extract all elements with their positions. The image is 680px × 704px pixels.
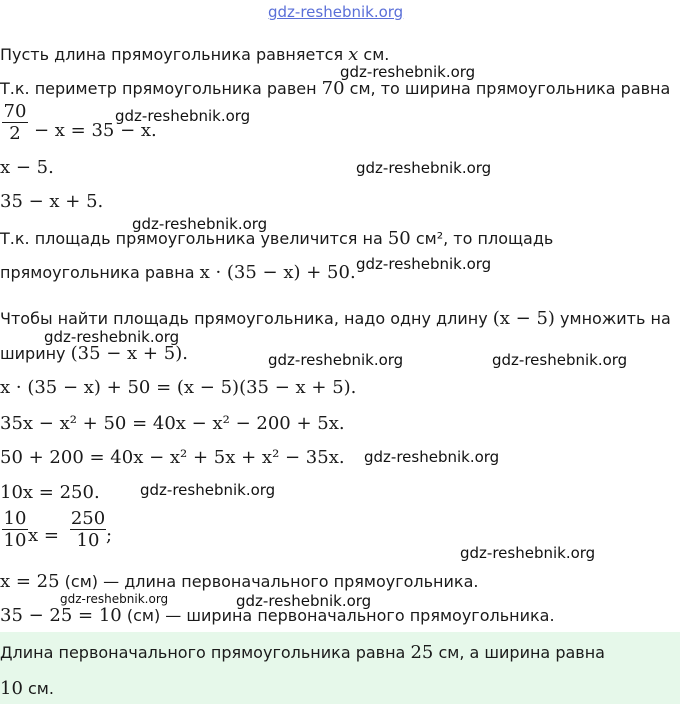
line-6-number: 50 bbox=[387, 228, 411, 249]
watermark-top[interactable]: gdz-reshebnik.org bbox=[268, 3, 404, 21]
line-1-unit: см. bbox=[358, 45, 390, 64]
watermark: gdz-reshebnik.org bbox=[236, 592, 372, 610]
line-8-expression: (x − 5) bbox=[492, 308, 555, 329]
text-line-2 bbox=[0, 78, 670, 100]
fraction-70-over-2 bbox=[2, 102, 28, 145]
line-9-text: ширину bbox=[0, 344, 71, 363]
line-15-expression: x = 25 bbox=[0, 571, 60, 592]
line-14-end: ; bbox=[106, 525, 113, 546]
line-8-rest: умножить на bbox=[554, 309, 671, 328]
answer-line-1 bbox=[0, 642, 605, 664]
watermark: gdz-reshebnik.org bbox=[356, 159, 492, 177]
line-14-middle: x = bbox=[28, 525, 59, 546]
fraction-denominator: 2 bbox=[9, 123, 21, 144]
text-line-7 bbox=[0, 262, 356, 284]
line-2-rest: см, то ширина прямоугольника равна bbox=[344, 79, 671, 98]
math-line-13 bbox=[0, 482, 100, 504]
line-1-variable: x bbox=[348, 44, 359, 65]
line-6-text: Т.к. площадь прямоугольника увеличится на bbox=[0, 229, 388, 248]
line-16-rest: (см) — ширина первоначального прямоугольника. bbox=[121, 606, 555, 625]
line-6-rest: см², то площадь bbox=[410, 229, 554, 248]
line-16-expression: 35 − 25 = 10 bbox=[0, 605, 122, 626]
line-10-expression: x · (35 − x) + 50 = (x − 5)(35 − x + 5). bbox=[0, 377, 357, 398]
answer-length-value: 25 bbox=[410, 642, 434, 663]
watermark-small: gdz-reshebnik.org bbox=[60, 592, 169, 606]
fraction-250-over-10 bbox=[70, 509, 106, 552]
line-7-text: прямоугольника равна bbox=[0, 263, 200, 282]
watermark: gdz-reshebnik.org bbox=[356, 255, 492, 273]
watermark: gdz-reshebnik.org bbox=[268, 351, 404, 369]
fraction-numerator: 70 bbox=[3, 101, 27, 122]
math-line-12 bbox=[0, 447, 345, 469]
fraction-numerator: 10 bbox=[3, 508, 27, 529]
line-1-text: Пусть длина прямоугольника равняется bbox=[0, 45, 349, 64]
text-line-8 bbox=[0, 308, 671, 330]
math-line-14-end bbox=[106, 525, 112, 547]
text-line-1 bbox=[0, 44, 389, 66]
line-2-text: Т.к. периметр прямоугольника равен bbox=[0, 79, 322, 98]
line-9-expression: (35 − x + 5). bbox=[70, 343, 188, 364]
math-line-10 bbox=[0, 377, 356, 399]
watermark: gdz-reshebnik.org bbox=[460, 544, 596, 562]
line-15-rest: (см) — длина первоначального прямоугольника. bbox=[59, 572, 479, 591]
line-8-text: Чтобы найти площадь прямоугольника, надо одну длину bbox=[0, 309, 493, 328]
answer-line-2 bbox=[0, 678, 54, 700]
answer-text-1: Длина первоначального прямоугольника равна bbox=[0, 643, 411, 662]
answer-text-2: см, а ширина равна bbox=[433, 643, 605, 662]
line-5-expression: 35 − x + 5. bbox=[0, 191, 104, 212]
fraction-numerator: 250 bbox=[70, 508, 106, 529]
math-line-5 bbox=[0, 191, 103, 213]
fraction-denominator: 10 bbox=[3, 530, 27, 551]
watermark: gdz-reshebnik.org bbox=[364, 448, 500, 466]
math-line-4 bbox=[0, 157, 54, 179]
answer-width-value: 10 bbox=[0, 678, 23, 699]
text-line-15 bbox=[0, 571, 478, 593]
answer-text-3: см. bbox=[22, 679, 54, 698]
line-4-expression: x − 5. bbox=[0, 157, 54, 178]
fraction-10-over-10 bbox=[2, 509, 28, 552]
watermark: gdz-reshebnik.org bbox=[132, 215, 268, 233]
line-3-expression: − x = 35 − x. bbox=[34, 120, 157, 141]
line-11-expression: 35x − x² + 50 = 40x − x² − 200 + 5x. bbox=[0, 413, 345, 434]
watermark: gdz-reshebnik.org bbox=[140, 481, 276, 499]
fraction-denominator: 10 bbox=[76, 530, 100, 551]
text-line-16 bbox=[0, 605, 555, 627]
watermark: gdz-reshebnik.org bbox=[492, 351, 628, 369]
line-12-expression: 50 + 200 = 40x − x² + 5x + x² − 35x. bbox=[0, 447, 345, 468]
line-7-expression: x · (35 − x) + 50. bbox=[199, 262, 356, 283]
math-line-14-middle bbox=[28, 525, 59, 547]
math-line-11 bbox=[0, 413, 345, 435]
line-13-expression: 10x = 250. bbox=[0, 482, 100, 503]
watermark: gdz-reshebnik.org bbox=[44, 328, 180, 346]
line-2-number: 70 bbox=[321, 78, 345, 99]
watermark: gdz-reshebnik.org bbox=[340, 63, 476, 81]
text-line-9 bbox=[0, 343, 188, 365]
text-line-6 bbox=[0, 228, 553, 250]
watermark: gdz-reshebnik.org bbox=[115, 107, 251, 125]
answer-box bbox=[0, 632, 680, 704]
